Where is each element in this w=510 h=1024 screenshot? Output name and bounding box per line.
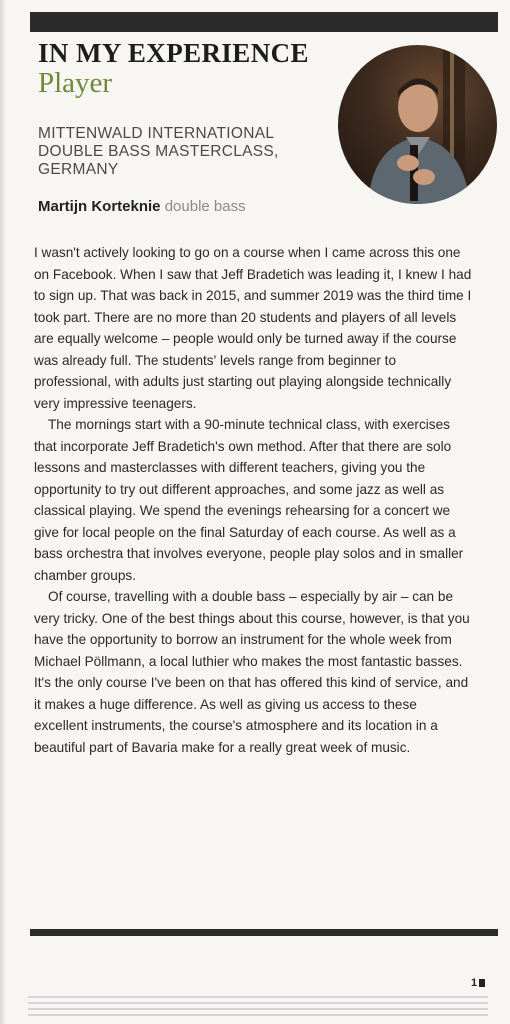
- page-marker-icon: [479, 979, 485, 987]
- article-body: [34, 242, 474, 758]
- course-title: MITTENWALD INTERNATIONAL DOUBLE BASS MASTERCLASS, GERMANY: [38, 125, 279, 178]
- article-paragraph: Of course, travelling with a double bass – especially by air – can be very tricky. One of the best things about this course, however, is that you have the opportunity to borrow an instrument for the whole week from Michael Pöllmann, a local luthier who makes the most fantastic basses. It's the only course I've been on that has offered this kind of service, and it makes a huge difference. As well as giving us access to these excellent instruments, the course's atmosphere and its location in a beautiful part of Bavaria make for a really great week of music.: [34, 589, 470, 755]
- bottom-rule: [30, 929, 498, 936]
- section-heading: IN MY EXPERIENCE: [38, 38, 309, 68]
- section-subheading: Player: [38, 67, 113, 99]
- top-rule: [30, 12, 498, 32]
- author-instrument: double bass: [164, 198, 246, 215]
- byline: [38, 198, 246, 215]
- author-portrait: [338, 45, 497, 204]
- bleed-through-text: [28, 996, 488, 1020]
- article-paragraph: I wasn't actively looking to go on a course when I came across this one on Facebook. When I saw that Jeff Bradetich was leading it, I knew I had to sign up. That was back in 2015, and summer 2019 was the third time I took part. There are no more than 20 students and players of all levels are equally welcome – people would only be turned away if the course was already full. The students' levels range from beginner to professional, with adults just starting out playing alongside technically very impressive teenagers.: [34, 245, 472, 411]
- page-edge: [0, 0, 6, 1024]
- page-number-label: 1: [471, 977, 478, 989]
- article-paragraph: The mornings start with a 90-minute technical class, with exercises that incorporate Jeff Bradetich's own method. After that there are solo lessons and masterclasses with different teachers, giving you the opportunity to try out different approaches, and some jazz as well as classical playing. We spend the evenings rehearsing for a concert we give for local people on the final Saturday of each course. As well as a bass orchestra that involves everyone, people play solos and in smaller chamber groups.: [34, 417, 464, 583]
- page-number: [471, 977, 485, 989]
- author-name: Martijn Korteknie: [38, 198, 161, 215]
